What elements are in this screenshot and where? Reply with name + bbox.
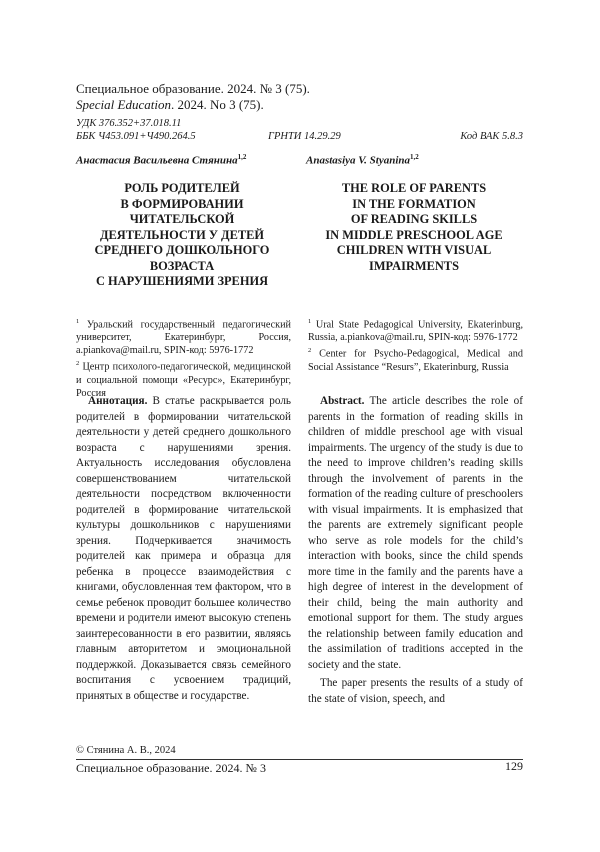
abstract-ru [76, 394, 291, 704]
title-ru-line: ВОЗРАСТА [149, 258, 215, 273]
title-en-line: IN THE FORMATION [352, 196, 476, 211]
classification-row [76, 130, 523, 143]
footer-divider [76, 759, 523, 760]
title-ru-line: РОЛЬ РОДИТЕЛЕЙ [124, 181, 240, 195]
journal-name-en: Special Education [76, 97, 171, 112]
affiliation-ru-1: $^1$ Уральский государственный педагогический университет, Екатеринбург, Россия, a.piankova@mail.ru, SPIN-код: 5976-1772 [76, 318, 292, 357]
copyright: © Стянина А. В., 2024 [76, 745, 176, 756]
page-number: 129 [505, 759, 523, 773]
author-name-ru: Анастасия Васильевна Стянина [76, 154, 238, 167]
affiliation-en-1: $^1$ Ural State Pedagogical University, Ekaterinburg, Russia, a.piankova@mail.ru, SPIN-код: 5976-1772 [308, 318, 523, 344]
author-sup-en: 1,2 [410, 153, 419, 161]
vak-code: Код ВАК 5.8.3 [460, 131, 523, 142]
abstract-en [308, 394, 523, 707]
abstract-en-text: The article describes the role of parents in the formation of reading skills in children of middle preschool age with visual impairments. The urgency of the study is due to the need to improve children’s reading skills through the involvement of parents in the formation of the reading culture of preschoolers with visual impairments. It is emphasized that the parents are extremely significant people who serve as role models for the child’s interaction with books, since the child spends more time in the family and the parents have a high degree of interest in the development of their child, being the main authority and emotional support for them. The study argues the relationship between family education and the assimilation of traditions accepted in the society and the state. [308, 395, 523, 671]
affiliations-ru [76, 315, 291, 400]
title-en-line: THE ROLE OF PARENTS [341, 181, 487, 195]
abstract-en-continued: The paper presents the results of a study of the state of vision, speech, and [308, 677, 523, 705]
title-ru-line: ДЕЯТЕЛЬНОСТИ У ДЕТЕЙ [99, 227, 265, 242]
udk-code: УДК 376.352+37.018.11 [76, 118, 182, 129]
footer-journal: Специальное образование. 2024. № 3 [76, 761, 266, 775]
title-ru-line: В ФОРМИРОВАНИИ [120, 196, 244, 211]
author-en [306, 153, 419, 167]
title-en-line: IMPAIRMENTS [369, 258, 459, 273]
grnti-code: ГРНТИ 14.29.29 [268, 131, 341, 142]
title-ru-line: С НАРУШЕНИЯМИ ЗРЕНИЯ [95, 274, 269, 288]
title-ru [72, 181, 292, 290]
bbk-code: ББК Ч453.091+Ч490.264.5 [76, 131, 196, 142]
affiliation-ru-2: $^2$ Центр психолого-педагогической, медицинской и социальной помощи «Ресурс», Екатеринбург, Россия [76, 360, 291, 399]
journal-issue-en: . 2024. No 3 (75). [170, 97, 264, 112]
abstract-en-label: Abstract. [320, 395, 365, 407]
abstract-ru-text: В статье раскрывается роль родителей в формировании читательской деятельности у детей среднего дошкольного возраста с нарушениями зрения. Актуальность исследования обусловлена совершенствованием читательской деятельности посредством включенности родителей в формирование читательской культуры дошкольников с нарушениями зрения. Подчеркивается значимость родителей как примера и образца для ребенка в процессе взаимодействия с книгами, обусловленная тем фактором, что в семье ребенок проводит большее количество времени и родители имеют высокую степень заинтересованности в его развитии, являясь главным авторитетом и эмоциональной поддержкой. Доказывается связь семейного воспитания с усвоением традиций, принятых в обществе и государстве. [76, 395, 292, 702]
title-ru-line: ЧИТАТЕЛЬСКОЙ [129, 212, 235, 226]
abstract-ru-label: Аннотация. [88, 395, 148, 407]
title-en-line: IN MIDDLE PRESCHOOL AGE [325, 227, 503, 242]
affiliations-en [308, 315, 523, 374]
title-en-line: OF READING SKILLS [350, 212, 478, 226]
journal-header-ru: Специальное образование. 2024. № 3 (75). [76, 81, 310, 96]
author-sup-ru: 1,2 [237, 153, 247, 161]
author-ru [76, 153, 246, 167]
journal-header-en [76, 97, 264, 113]
affiliation-en-2: $^2$ Center for Psycho-Pedagogical, Medical and Social Assistance “Resurs”, Ekaterinburg, Russia [308, 347, 523, 373]
author-name-en: Anastasiya V. Styanina [306, 154, 411, 167]
title-en-line: CHILDREN WITH VISUAL [336, 243, 492, 257]
title-en [304, 181, 524, 274]
title-ru-line: СРЕДНЕГО ДОШКОЛЬНОГО [94, 243, 270, 257]
